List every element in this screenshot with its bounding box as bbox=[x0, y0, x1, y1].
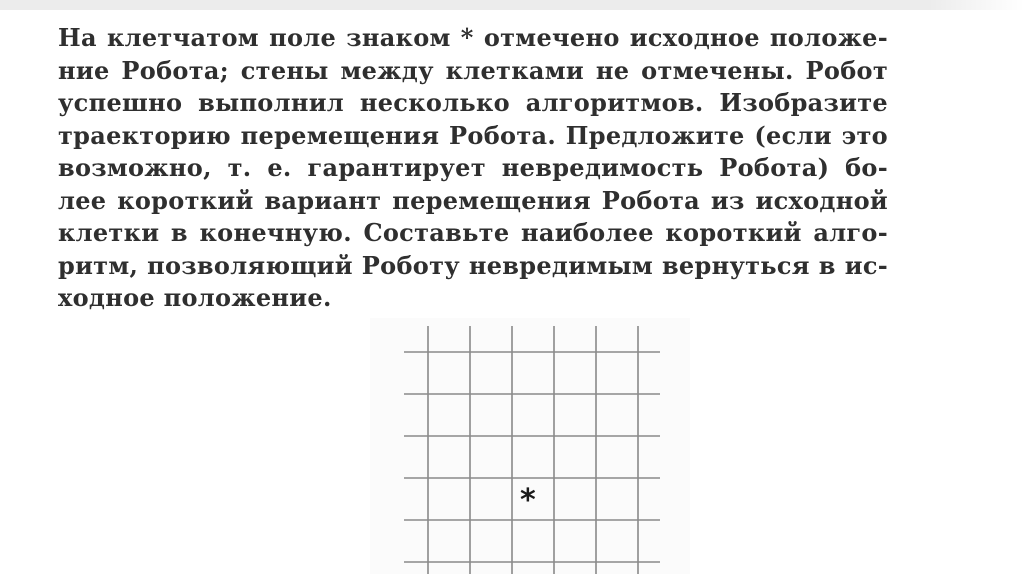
task-line: На клетчатом поле знаком * отмечено исходное положе- bbox=[58, 23, 888, 52]
top-border-strip bbox=[0, 0, 1024, 10]
task-line: ние Робота; стены между клетками не отмечены. Робот bbox=[58, 55, 888, 85]
robot-start-marker: * bbox=[520, 483, 536, 518]
task-paragraph bbox=[58, 22, 888, 315]
task-line: клетки в конечную. Составьте наиболее короткий алго- bbox=[58, 218, 888, 247]
checkered-field bbox=[370, 318, 690, 574]
robot-grid-figure bbox=[370, 318, 690, 574]
task-line: возможно, т. е. гарантирует невредимость Робота) бо- bbox=[58, 153, 888, 182]
page-edge-fade bbox=[928, 0, 1024, 40]
task-line: лее короткий вариант перемещения Робота из исходной bbox=[58, 185, 888, 215]
task-line: траекторию перемещения Робота. Предложите (если это bbox=[58, 120, 888, 150]
task-line: ходное положение. bbox=[58, 283, 332, 312]
task-line: успешно выполнил несколько алгоритмов. Изобразите bbox=[58, 88, 888, 117]
task-line: ритм, позволяющий Роботу невредимым вернуться в ис- bbox=[58, 250, 888, 280]
